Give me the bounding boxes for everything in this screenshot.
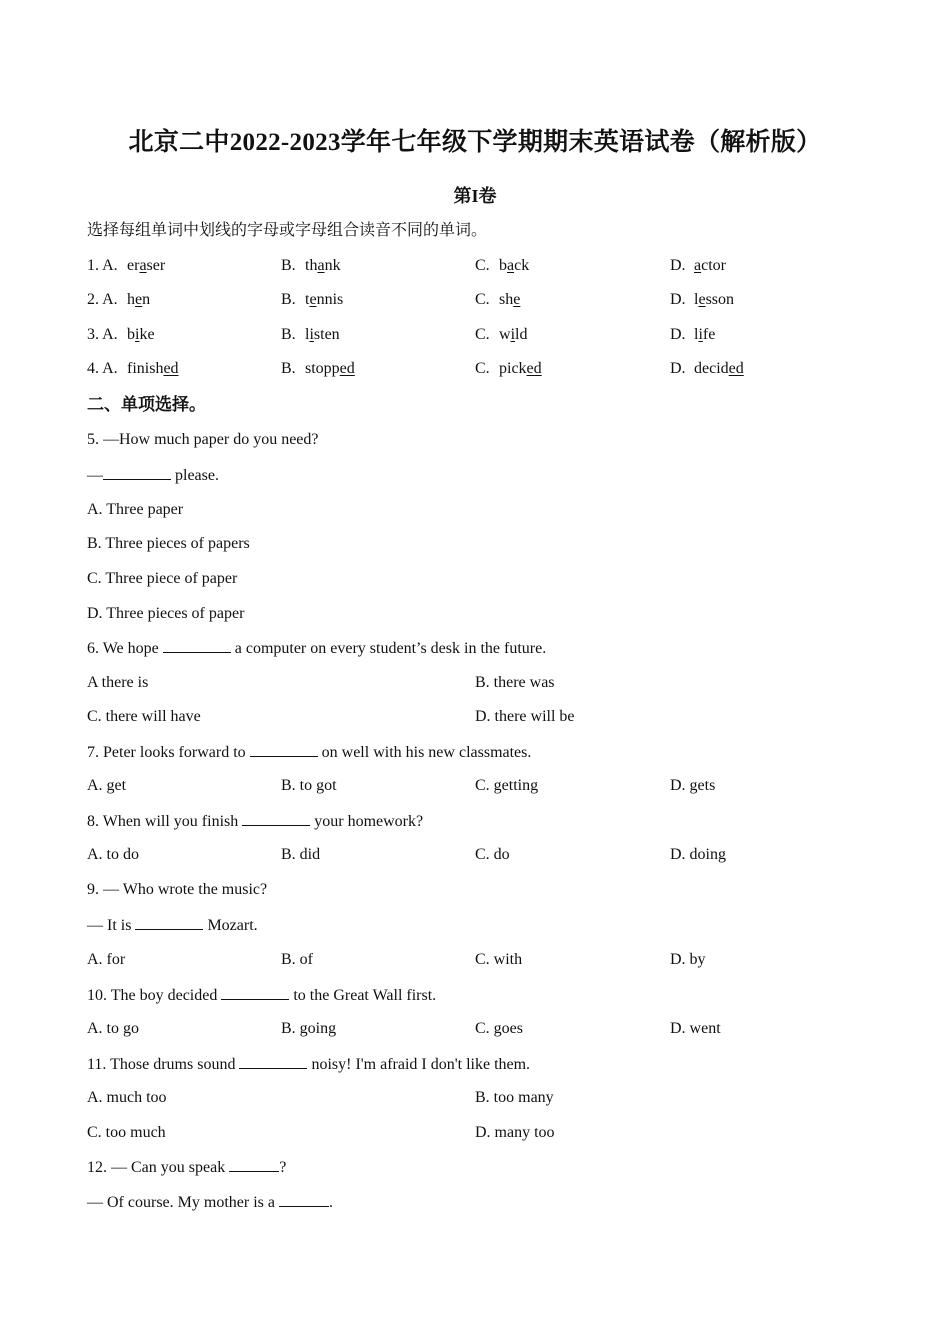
word-part: w (499, 326, 511, 343)
underlined-letters: a (139, 257, 147, 274)
q9-stem: 9. — Who wrote the music? (87, 881, 268, 898)
q7-option-c: C. getting (475, 777, 539, 794)
q5-stem: 5. —How much paper do you need? (87, 431, 319, 448)
word-part: l (305, 326, 310, 343)
phonics-question-2 (87, 290, 867, 310)
q10-stem-pre: 10. The boy decided (87, 987, 222, 1004)
word-part: sh (499, 291, 514, 308)
q5-reply: — please. (87, 467, 219, 484)
q7-option-a: A. get (87, 777, 127, 794)
word-part: t (305, 291, 310, 308)
q6-options-row2 (87, 707, 867, 727)
answer-blank (103, 465, 171, 480)
section2-heading: 二、单项选择。 (87, 395, 206, 414)
q8-option-c: C. do (475, 846, 510, 863)
word-part: ctor (701, 257, 726, 274)
q9-reply (87, 915, 258, 936)
option-letter: 4. A. (87, 360, 118, 377)
option-letter: C. (475, 291, 490, 308)
word-part: sson (705, 291, 735, 308)
word-part: finish (127, 360, 164, 377)
q9-option-c: C. with (475, 951, 523, 968)
option-letter: D. (670, 326, 686, 343)
option-letter: C. (475, 257, 490, 274)
q8-stem (87, 811, 423, 832)
q6-option-d: D. there will be (475, 708, 575, 725)
word-part: nnis (316, 291, 344, 308)
word-part: l (694, 291, 699, 308)
q9-option-d: D. by (670, 951, 706, 968)
q9-reply-post: Mozart. (203, 917, 258, 934)
underlined-letters: e (309, 291, 317, 308)
option-letter: D. (670, 257, 686, 274)
word-part: ck (514, 257, 530, 274)
underlined-letters: ed (163, 360, 179, 377)
q9-option-a: A. for (87, 951, 126, 968)
underlined-letters: e (135, 291, 143, 308)
q12-stem-pre: 12. — Can you speak (87, 1159, 230, 1176)
underlined-letters: ed (339, 360, 355, 377)
q12-reply (87, 1192, 333, 1213)
phonics-q1-option-a (87, 256, 165, 276)
q10-options (87, 1019, 867, 1039)
phonics-question-1 (87, 256, 867, 276)
option-letter: B. (281, 291, 296, 308)
q7-stem-pre: 7. Peter looks forward to (87, 744, 250, 761)
q12-reply-post: . (328, 1194, 333, 1211)
option-letter: C. (475, 326, 490, 343)
phonics-q1-option-d (670, 256, 726, 276)
underlined-letters: ed (526, 360, 542, 377)
q8-stem-pre: 8. When will you finish (87, 813, 243, 830)
answer-blank (279, 1192, 329, 1207)
word-part: ld (515, 326, 528, 343)
page-title: 北京二中2022-2023学年七年级下学期期末英语试卷（解析版） (128, 129, 822, 156)
volume-subtitle: 第I卷 (453, 186, 497, 206)
q8-stem-post: your homework? (310, 813, 424, 830)
word-part: ke (139, 326, 155, 343)
phonics-q3-option-c (475, 325, 527, 345)
q10-option-c: C. goes (475, 1020, 523, 1037)
q6-option-a: A there is (87, 674, 149, 691)
option-letter: 1. A. (87, 257, 118, 274)
underlined-letters: a (317, 257, 325, 274)
q7-option-d: D. gets (670, 777, 716, 794)
answer-blank (221, 985, 289, 1000)
q6-stem-pre: 6. We hope (87, 640, 163, 657)
q12-stem (87, 1157, 286, 1178)
answer-blank (250, 742, 318, 757)
answer-blank (229, 1157, 279, 1172)
option-letter: D. (670, 360, 686, 377)
underlined-letters: i (135, 326, 140, 343)
underlined-letters: i (309, 326, 314, 343)
word-part: th (305, 257, 318, 274)
section1-instruction: 选择每组单词中划线的字母或字母组合读音不同的单词。 (87, 222, 488, 239)
word-part: pick (499, 360, 527, 377)
option-letter: 3. A. (87, 326, 118, 343)
phonics-q4-option-b (281, 359, 355, 379)
word-part: nk (324, 257, 341, 274)
word-part: h (127, 291, 135, 308)
q9-options (87, 950, 867, 970)
q6-options-row1 (87, 673, 867, 693)
q6-stem-post: a computer on every student’s desk in the future. (230, 640, 547, 657)
option-letter: 2. A. (87, 291, 118, 308)
q11-option-c: C. too much (87, 1124, 166, 1141)
q5-option-b: B. Three pieces of papers (87, 535, 250, 552)
q5-option-a: A. Three paper (87, 501, 184, 518)
phonics-question-4 (87, 359, 867, 379)
underlined-letters: ed (728, 360, 744, 377)
word-part: er (127, 257, 140, 274)
q11-option-a: A. much too (87, 1089, 167, 1106)
word-part: n (142, 291, 151, 308)
q11-stem (87, 1054, 530, 1075)
q12-reply-pre: — Of course. My mother is a (87, 1194, 279, 1211)
q11-options-row1 (87, 1088, 867, 1108)
phonics-q1-option-b (281, 256, 341, 276)
q8-option-d: D. doing (670, 846, 726, 863)
q6-option-c: C. there will have (87, 708, 201, 725)
phonics-q4-option-d (670, 359, 744, 379)
word-part: fe (702, 326, 716, 343)
answer-blank (163, 638, 231, 653)
option-letter: B. (281, 360, 296, 377)
q6-stem (87, 638, 546, 659)
q9-option-b: B. of (281, 951, 313, 968)
q11-stem-pre: 11. Those drums sound (87, 1056, 240, 1073)
q12-stem-post: ? (279, 1159, 287, 1176)
q8-option-a: A. to do (87, 846, 139, 863)
q5-reply-text: please. (171, 467, 219, 484)
q10-stem-post: to the Great Wall first. (289, 987, 437, 1004)
q5-option-c: C. Three piece of paper (87, 570, 238, 587)
word-part: b (499, 257, 507, 274)
q8-option-b: B. did (281, 846, 321, 863)
phonics-q2-option-b (281, 290, 343, 310)
q10-option-b: B. going (281, 1020, 337, 1037)
underlined-letters: a (694, 257, 702, 274)
answer-blank (242, 811, 310, 826)
q6-option-b: B. there was (475, 674, 555, 691)
phonics-q3-option-d (670, 325, 715, 345)
q11-option-d: D. many too (475, 1124, 555, 1141)
word-part: b (127, 326, 135, 343)
phonics-q3-option-b (281, 325, 340, 345)
q11-option-b: B. too many (475, 1089, 554, 1106)
q5-option-d: D. Three pieces of paper (87, 605, 245, 622)
q7-option-b: B. to got (281, 777, 337, 794)
word-part: ser (146, 257, 166, 274)
q10-option-d: D. went (670, 1020, 721, 1037)
phonics-q2-option-a (87, 290, 150, 310)
option-letter: B. (281, 257, 296, 274)
q10-option-a: A. to go (87, 1020, 139, 1037)
q9-reply-pre: — It is (87, 917, 136, 934)
phonics-question-3 (87, 325, 867, 345)
word-part: l (694, 326, 699, 343)
option-letter: B. (281, 326, 296, 343)
phonics-q2-option-c (475, 290, 520, 310)
phonics-q3-option-a (87, 325, 155, 345)
answer-blank (135, 915, 203, 930)
option-letter: C. (475, 360, 490, 377)
q7-stem (87, 742, 531, 763)
phonics-q2-option-d (670, 290, 734, 310)
word-part: decid (694, 360, 729, 377)
answer-blank (239, 1054, 307, 1069)
phonics-q4-option-a (87, 359, 179, 379)
q10-stem (87, 985, 436, 1006)
underlined-letters: e (513, 291, 521, 308)
underlined-letters: i (698, 326, 703, 343)
q11-stem-post: noisy! I'm afraid I don't like them. (307, 1056, 531, 1073)
q7-options (87, 776, 867, 796)
q7-stem-post: on well with his new classmates. (317, 744, 532, 761)
phonics-q1-option-c (475, 256, 529, 276)
underlined-letters: a (507, 257, 515, 274)
underlined-letters: i (510, 326, 516, 343)
word-part: sten (313, 326, 340, 343)
q8-options (87, 845, 867, 865)
option-letter: D. (670, 291, 686, 308)
underlined-letters: e (698, 291, 706, 308)
q11-options-row2 (87, 1123, 867, 1143)
word-part: stopp (305, 360, 340, 377)
phonics-q4-option-c (475, 359, 542, 379)
